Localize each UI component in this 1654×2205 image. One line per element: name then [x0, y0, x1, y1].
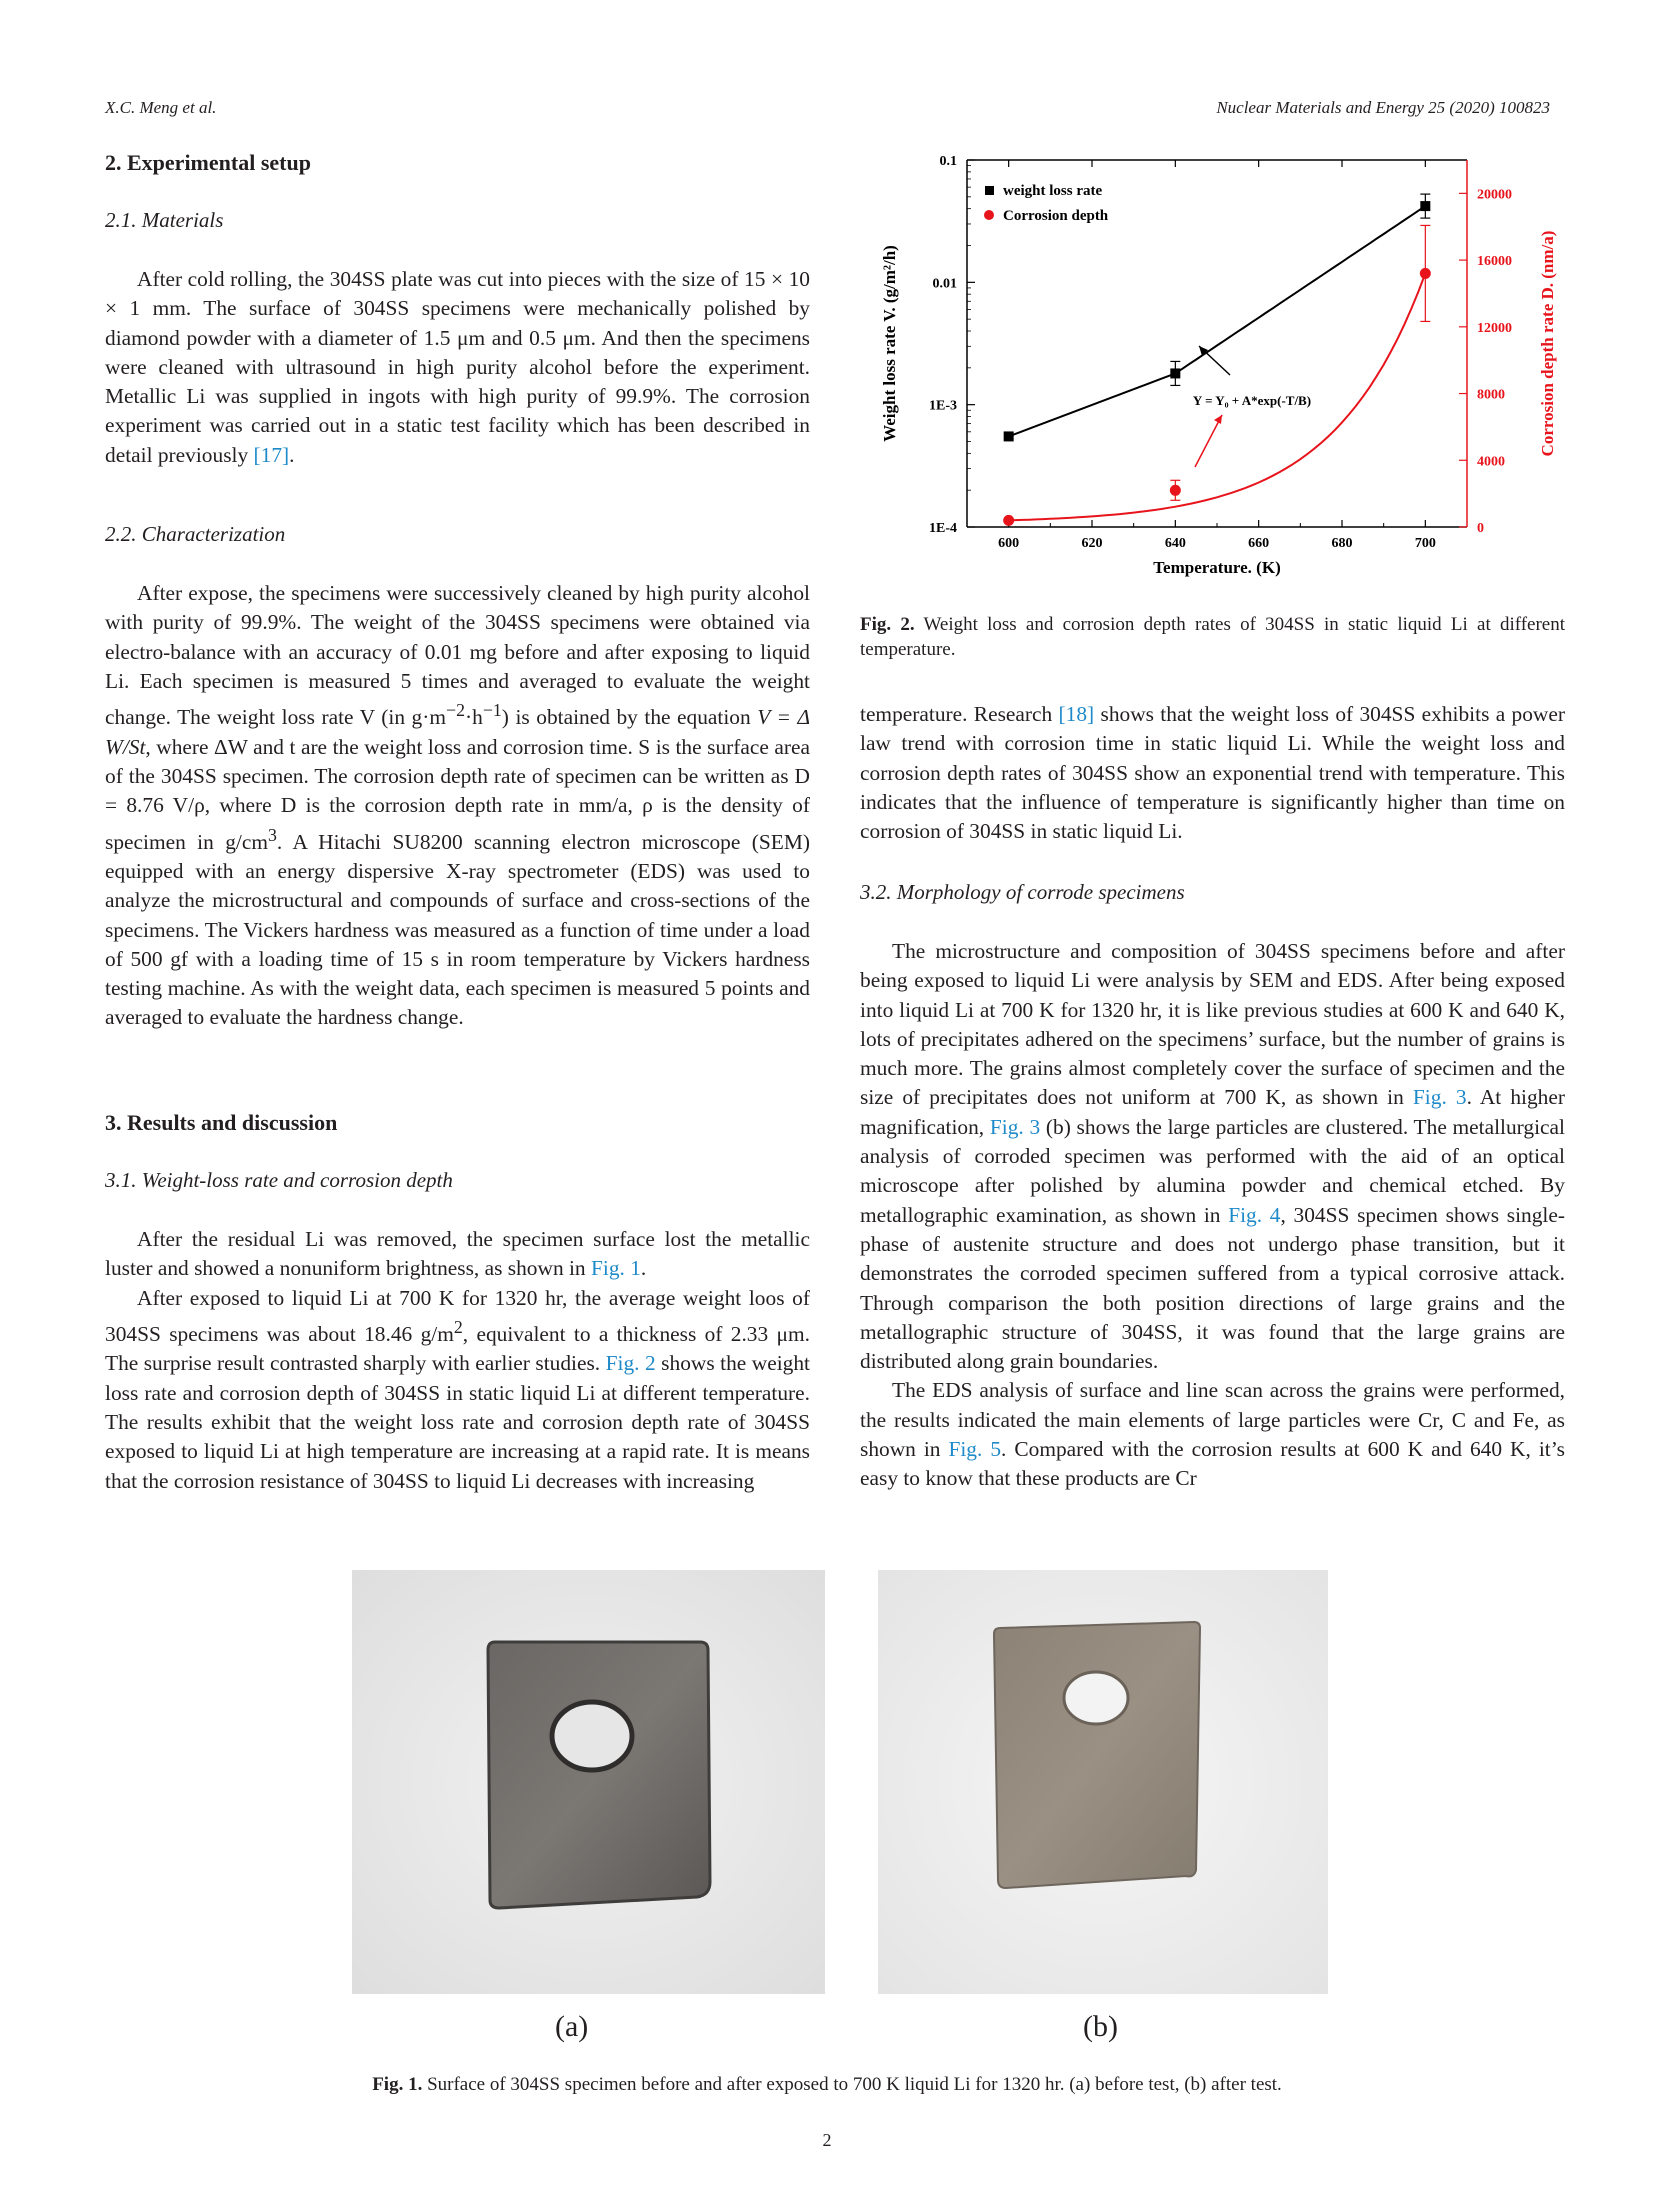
section-2-heading: 2. Experimental setup [105, 150, 311, 175]
y-tick-label-right: 20000 [1477, 187, 1512, 203]
section-3-2-heading: 3.2. Morphology of corrode specimens [860, 880, 1185, 904]
y-axis-label-left: Weight loss rate V. (g/m²/h) [880, 245, 899, 442]
weight-loss-paragraph: After the residual Li was removed, the specimen surface lost the metallic luster and showed a nonuniform brightness, as shown in Fig. 1. After exposed to liquid Li at 700 K for 1320 hr, the average weight loos of 304SS specimens was about 18.46 $g/m^2$, equivalent to a thickness of 2.33 μm. The surprise result contrasted sharply with earlier studies. Fig. 2 shows the weight loss rate and corrosion depth of 304SS in static liquid Li at different temperature. The results exhibit that the weight loss rate and corrosion depth rate of 304SS exposed to liquid Li at high temperature are increasing at a rapid rate. It is means that the corrosion resistance of 304SS to liquid Li decreases with increasing [105, 1227, 810, 1493]
fig-3b-link[interactable]: Fig. 3 [989, 1114, 1041, 1139]
legend-label-corrosion-depth: Corrosion depth [1003, 208, 1109, 224]
fig-1-link[interactable]: Fig. 1 [590, 1256, 641, 1281]
corrosion-depth-point [1170, 485, 1181, 496]
fig-2-chart [870, 145, 1570, 595]
corrosion-depth-point [1003, 515, 1014, 526]
annotation-arrowhead-black [1199, 346, 1208, 356]
morphology-paragraph: The microstructure and composition of 304SS specimens before and after being exposed to liquid Li were analysis by SEM and EDS. After being exposed into liquid Li at 700 K for 1320 hr, it is like previous studies at 600 K and 640 K, lots of precipitates adhered on the specimens’ surface, but the number of grains is much more. The grains almost completely cover the surface of specimen and the size of precipitates does not uniform at 700 K, as shown in Fig. 3. At higher magnification, Fig. 3 (b) shows the large particles are clustered. The metallurgical analysis of corroded specimen was performed with the aid of an optical microscope after polished by alumina powder and chemical etched. By metallographic examination, as shown in Fig. 4, 304SS specimen shows single-phase of austenite structure and does not undergo phase transition, but it demonstrates the corroded specimen suffered from a typical corrosive attack. Through comparison the both position directions of large grains and the metallographic structure of 304SS, it was found that the large grains are distributed along grain boundaries. The EDS analysis of surface and line scan across the grains were performed, the results indicated the main elements of large particles were Cr, C and Fe, as shown in Fig. 5. Compared with the corrosion results at 600 K and 640 K, it’s easy to know that these products are Cr [860, 939, 1565, 1491]
fig-2-link[interactable]: Fig. 2 [605, 1351, 656, 1376]
section-3-1-heading: 3.1. Weight-loss rate and corrosion depth [105, 1168, 453, 1192]
y-tick-label-right: 12000 [1477, 320, 1512, 336]
y-tick-label-left: 0.01 [932, 276, 957, 292]
running-head-authors: X.C. Meng et al. [105, 98, 217, 117]
fit-equation-annotation: Y = Y₀ + A*exp(-T/B) [1192, 393, 1312, 408]
y-tick-label-left: 1E-3 [929, 398, 957, 414]
y-tick-label-right: 16000 [1477, 254, 1512, 270]
materials-paragraph: After cold rolling, the 304SS plate was cut into pieces with the size of 15 × 10 × 1 mm. The surface of 304SS specimens were mechanically polished by diamond powder with a diameter of 1.5 μm and 0.5 μm. And then the specimens were cleaned with ultrasound in high purity alcohol before the experiment. Metallic Li was supplied in ingots with high purity of 99.9%. The corrosion experiment was carried out in a static test facility which has been described in detail previously [17]. [105, 267, 810, 467]
annotation-arrow-red [1195, 415, 1222, 467]
section-3-heading: 3. Results and discussion [105, 1110, 338, 1135]
y-tick-label-right: 4000 [1477, 454, 1505, 470]
corrosion-depth-point [1420, 268, 1431, 279]
fig-1a-photo [352, 1570, 825, 1994]
y-tick-label-right: 0 [1477, 521, 1484, 536]
y-tick-label-left: 1E-4 [929, 521, 957, 536]
running-head-journal: Nuclear Materials and Energy 25 (2020) 100823 [1216, 98, 1550, 117]
weight-loss-point [1170, 368, 1180, 378]
x-tick-label: 700 [1414, 536, 1436, 551]
y-tick-label-left: 0.1 [939, 154, 957, 169]
x-axis-label: Temperature. (K) [1153, 558, 1281, 577]
y-axis-label-right: Corrosion depth rate D. (nm/a) [1538, 230, 1557, 457]
legend-marker-weight-loss [985, 186, 994, 195]
page-number: 2 [822, 2130, 832, 2150]
fig-1b-photo [878, 1570, 1328, 1994]
fig-3-link[interactable]: Fig. 3 [1412, 1085, 1467, 1110]
characterization-paragraph: After expose, the specimens were successively cleaned by high purity alcohol with purity of 99.9%. The weight of the 304SS specimens were obtained via electro-balance with an accuracy of 0.01 mg before and after exposing to liquid Li. Each specimen is measured 5 times and averaged to evaluate the weight change. The weight loss rate V (in $g\cdot m^{-2}\cdot h^{-1}$) is obtained by the equation V = Δ W/St, where ΔW and t are the weight loss and corrosion time. S is the surface area of the 304SS specimen. The corrosion depth rate of specimen can be written as D = 8.76 V/ρ, where D is the corrosion depth rate in mm/a, ρ is the density of specimen in $g/cm^3$. A Hitachi SU8200 scanning electron microscope (SEM) equipped with an energy dispersive X-ray spectrometer (EDS) was used to analyze the microstructural and compounds of surface and cross-sections of the specimens. The Vickers hardness was measured as a function of time under a load of 500 gf with a loading time of 15 s in room temperature by Vickers hardness testing machine. As with the weight data, each specimen is measured 5 points and averaged to evaluate the hardness change. [105, 581, 810, 1030]
fig-2-caption: Fig. 2. Weight loss and corrosion depth rates of 304SS in static liquid Li at different temperature. [860, 614, 1566, 660]
x-tick-label: 600 [998, 536, 1020, 551]
x-tick-label: 680 [1331, 536, 1353, 551]
weight-loss-point [1420, 201, 1430, 211]
x-tick-label: 620 [1081, 536, 1103, 551]
fig-4-link[interactable]: Fig. 4 [1228, 1202, 1281, 1227]
fig-5-link[interactable]: Fig. 5 [948, 1437, 1002, 1462]
fig-1a-label: (a) [555, 2010, 589, 2043]
x-tick-label: 640 [1164, 536, 1186, 551]
weight-loss-point [1004, 431, 1014, 441]
x-tick-label: 660 [1248, 536, 1270, 551]
fig-1-caption: Fig. 1. Surface of 304SS specimen before and after exposed to 700 K liquid Li for 1320 hr. (a) before test, (b) after test. [372, 2074, 1282, 2095]
legend-label-weight-loss: weight loss rate [1003, 183, 1103, 199]
ref-17-link[interactable]: [17] [253, 442, 290, 467]
section-2-1-heading: 2.1. Materials [105, 208, 224, 232]
y-tick-label-right: 8000 [1477, 387, 1505, 403]
legend-marker-corrosion-depth [984, 210, 994, 220]
fig-1b-label: (b) [1083, 2010, 1118, 2043]
temperature-paragraph: temperature. Research [18] shows that the weight loss of 304SS exhibits a power law trend with corrosion time in static liquid Li. While the weight loss and corrosion depth rates of 304SS show an exponential trend with temperature. This indicates that the influence of temperature is significantly higher than time on corrosion of 304SS in static liquid Li. [860, 702, 1565, 844]
section-2-2-heading: 2.2. Characterization [105, 522, 286, 546]
ref-18-link[interactable]: [18] [1058, 702, 1095, 726]
